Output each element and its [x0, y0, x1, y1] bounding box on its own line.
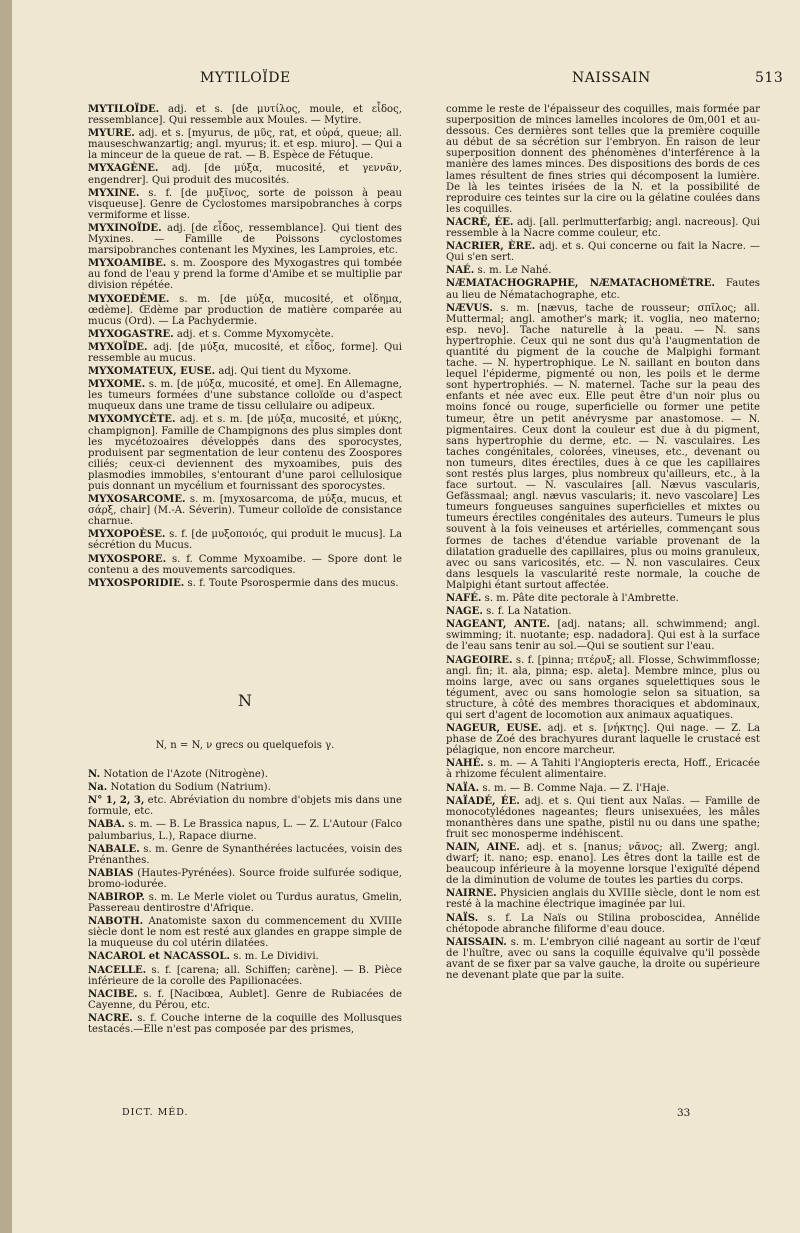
entry-definition: s. m. — A Tahiti l'Angiopteris erecta, Hoff., Ericacée à rhizome féculent alimentaire.	[446, 758, 760, 781]
dictionary-entry	[88, 795, 402, 817]
entry-definition: Fautes au lieu de Nématachographe, etc.	[446, 278, 760, 301]
entry-headword: MYXOME.	[88, 379, 146, 391]
entry-headword: MYXAGÈNE.	[88, 163, 159, 175]
dictionary-entry	[446, 265, 760, 276]
entry-headword: NACRÉ, ÉE.	[446, 216, 514, 228]
entry-headword: MYXOEDÈME.	[88, 293, 170, 305]
entry-definition: adj. [de μύξα, mucosité, et εἶδος, forme]. Qui ressemble au mucus.	[88, 341, 402, 364]
dictionary-entry	[88, 819, 402, 841]
entry-definition: adj. et s. m. [de μύξα, mucosité, et μύκης, champignon]. Famille de Champignons des plus simples dont les mycétozoaires développés dans des sporocystes, produisent par segmentation de leur contenu des Zoospores ciliés; ceux-ci deviennent des myxoamibes, puis des plasmodies immobiles, s'entourant d'une paroi cellulosique puis donnant un mycélium et fournissant des sporocystes.	[88, 414, 402, 492]
entry-headword: MYXINOÏDE.	[88, 222, 162, 234]
entry-headword: NÆMATACHOGRAPHE, NÆMATACHOMÈTRE.	[446, 278, 715, 290]
entry-definition: s. m. Le Nahé.	[474, 265, 552, 277]
dictionary-entry	[446, 619, 760, 652]
dictionary-entry	[88, 258, 402, 291]
dictionary-entry	[88, 163, 402, 185]
entry-headword: NACRE.	[88, 1012, 133, 1024]
dictionary-entry	[88, 868, 402, 890]
dictionary-entry	[88, 342, 402, 364]
dictionary-entry	[88, 554, 402, 576]
entry-headword: N.	[88, 769, 101, 781]
dictionary-entry	[88, 892, 402, 914]
entry-definition: (Hautes-Pyrénées). Source froide sulfurée sodique, bromo-iodurée.	[88, 867, 402, 890]
entry-definition: adj. et s. [myurus, de μῦς, rat, et οὐρά, queue; all. mauseschwanzartig; angl. myurus; it. et esp. miuro]. — Qui a la minceur de la queue de rat. — B. Espèce de Fétuque.	[88, 128, 402, 162]
entry-headword: NABALE.	[88, 843, 140, 855]
entry-headword: MYXOPOÈSE.	[88, 529, 166, 541]
entry-headword: NABOTH.	[88, 916, 144, 928]
left-entries-n	[88, 769, 402, 1035]
dictionary-entry	[88, 294, 402, 327]
entry-definition: adj. et s. [νήκτης]. Qui nage. — Z. La phase de Zoé des brachyures durant laquelle le crustacé est pélagique, non encore marcheur.	[446, 723, 760, 757]
entry-definition: s. m. [de μύξα, mucosité, et οἴδημα, œdème]. Œdème par production de matière comparée au mucus (Ord). — La Pachydermie.	[88, 293, 402, 327]
section-letter: N	[238, 690, 252, 710]
entry-headword: NAIN, AINE.	[446, 842, 520, 853]
entry-headword: NAÏS.	[446, 912, 479, 924]
dictionary-entry	[88, 1013, 402, 1035]
entry-definition: s. f. [carena; all. Schiffen; carène]. — B. Pièce inférieure de la corolle des Papilionacées.	[88, 964, 402, 987]
dictionary-entry	[88, 223, 402, 256]
entry-headword: MYXOSPORIDIE.	[88, 577, 185, 589]
entry-definition: etc. Abréviation du nombre d'objets mis dans une formule, etc.	[88, 795, 402, 818]
dictionary-entry	[88, 188, 402, 221]
entry-definition: s. m. L'embryon cilié nageant au sortir de l'œuf de l'huître, avec ou sans la coquille équivalve qu'il possède avant de se fixer par sa valve gauche, la droite ou supérieure ne devenant plate que par la suite.	[446, 936, 760, 982]
entry-headword: NAFÉ.	[446, 593, 482, 605]
entry-headword: MYXOGASTRE.	[88, 328, 174, 340]
footer-signature: DICT. MÉD.	[122, 1107, 189, 1118]
entry-definition: [adj. natans; all. schwimmend; angl. swimming; it. nuotante; esp. nadadora]. Qui est à la surface de l'eau sans tenir au sol.—Qui se soutient sur l'eau.	[446, 619, 760, 653]
entry-headword: NAGE.	[446, 606, 483, 618]
running-head-left: MYTILOÏDE	[200, 70, 291, 86]
entry-definition: s. m. — B. Comme Naja. — Z. l'Haje.	[479, 782, 670, 794]
entry-headword: MYXOSARCOME.	[88, 494, 186, 506]
entry-headword: NAÉ.	[446, 265, 475, 277]
entry-headword: NABIAS	[88, 867, 134, 879]
entry-definition: s. f. Couche interne de la coquille des Mollusques testacés.—Elle n'est pas composée par des prismes,	[88, 1012, 402, 1035]
entry-headword: Na.	[88, 782, 108, 794]
entry-headword: NACIBE.	[88, 988, 138, 1000]
entry-headword: NÆVUS.	[446, 302, 493, 314]
entry-definition: Notation de l'Azote (Nitrogène).	[100, 769, 268, 781]
dictionary-entry	[88, 916, 402, 949]
dictionary-entry	[446, 888, 760, 910]
left-entries	[88, 104, 402, 589]
entry-headword: MYXOAMIBE.	[88, 258, 167, 270]
entry-definition: adj. et s. Qui tient aux Naïas. — Famille de monocotylédones nageantes; fleurs unisexuées, les mâles monanthères dans une spathe, pistil nu ou dans une spathe; fruit sec monosperme indéhiscent.	[446, 795, 760, 840]
dictionary-entry	[88, 414, 402, 492]
entry-definition: s. f. [de μυξοποιός, qui produit le mucus]. La sécrétion du Mucus.	[88, 529, 402, 552]
entry-headword: NABIROP.	[88, 891, 145, 903]
section-subtitle: N, n = N, ν grecs ou quelquefois γ.	[155, 739, 335, 751]
entry-definition: comme le reste de l'épaisseur des coquilles, mais formée par superposition de minces lamelles incolores de 0m,001 et au-dessous. Ces dernières sont telles que la première coquille au début de sa sécrétion sur l'embryon. En raison de leur superposition donnent des phénomènes d'interférence à la manière des lames minces. Des dispositions des bords de ces lames résultent de fines stries qui décomposent la lumière. De là les teintes irisées de la N. et la possibilité de reproduire ces teintes sur la cire ou la gélatine coulées dans les coquilles.	[446, 104, 760, 215]
entry-headword: MYXOMYCÈTE.	[88, 414, 176, 426]
entry-definition: Notation du Sodium (Natrium).	[107, 782, 271, 794]
entry-definition: s. f. Comme Myxoamibe. — Spore dont le contenu a des mouvements sarcodiques.	[88, 553, 402, 576]
entry-definition: adj. et s. Qui concerne ou fait la Nacre. — Qui s'en sert.	[446, 241, 760, 264]
dictionary-entry	[88, 844, 402, 866]
dictionary-entry	[446, 842, 760, 886]
entry-headword: NAGEANT, ANTE.	[446, 619, 550, 631]
dictionary-entry	[446, 303, 760, 591]
entry-headword: NAHÉ.	[446, 758, 484, 770]
entry-headword: MYXINE.	[88, 187, 140, 199]
entry-headword: NAIRNE.	[446, 888, 497, 900]
entry-definition: Physicien anglais du XVIIIe siècle, dont le nom est resté à la machine électrique imaginée par lui.	[446, 888, 760, 911]
dictionary-entry	[446, 937, 760, 981]
dictionary-entry	[88, 494, 402, 527]
entry-definition: adj. Qui tient du Myxome.	[215, 366, 352, 378]
page-number: 513	[755, 70, 784, 86]
dictionary-entry	[88, 529, 402, 551]
entry-definition: s. m. [nævus, tache de rousseur; σπῖλος; all. Muttermal; angl. amother's mark; it. voglia, neo materno; esp. nevo]. Tache naturelle à la peau. — N. sans hypertrophie. Ceux qui ne sont dus qu'à l'augmentation de quantité du pigment de la couche de Malpighi formant tache. — N. hypertrophique. Le N. saillant en bouton dans lequel l'épiderme, pigmenté ou non, les poils et le derme sont hypertrophiés. — N. maternel. Tache sur la peau des enfants et née avec eux. Elle peut être d'un noir plus ou moins foncé ou rouge, superficielle ou former une petite tumeur, être un petit anévrysme par anastomose. — N. pigmentaires. Ceux dont la couleur est due à du pigment, sans hypertrophie du derme, etc. — N. vasculaires. Les taches congénitales, colorées, vineuses, etc., devenant ou non tumeurs, dites érectiles, dues à ce que les capillaires sont restés plus larges, plus nombreux qu'ailleurs, etc., à la face surtout. — N. vasculaires [all. Nævus vascularis, Gefässmaal; angl. nævus vascularis; it. nevo vascolare] Les tumeurs fongueuses sanguines superficielles et mixtes ou tumeurs érectiles congénitales des auteurs. Tumeurs le plus souvent à la fois veineuses et artérielles, commençant sous formes de taches d'étendue variable provenant de la dilatation graduelle des capillaires, plus ou moins granuleux, avec ou sans varicosités, etc. — N. non vasculaires. Ceux dans lesquels la vascularité reste normale, la couche de Malpighi étant surtout affectée.	[446, 302, 760, 591]
dictionary-entry	[446, 758, 760, 780]
entry-definition: adj. [all. perlmutterfarbig; angl. nacreous]. Qui ressemble à la Nacre comme couleur, etc.	[446, 216, 760, 240]
entry-headword: MYXOMATEUX, EUSE.	[88, 366, 216, 378]
dictionary-entry	[88, 329, 402, 340]
dictionary-entry	[446, 278, 760, 300]
entry-definition: s. m. Genre de Synanthérées lactucées, voisin des Prénanthes.	[88, 843, 402, 866]
entry-definition: adj. et s. [de μυτίλος, moule, et εἶδος, ressemblance]. Qui ressemble aux Moules. — Mytire.	[88, 104, 402, 127]
entry-definition: s. f. [Nacibœa, Aublet]. Genre de Rubiacées de Cayenne, du Pérou, etc.	[88, 988, 402, 1011]
entry-definition: s. f. [de μυξῖνος, sorte de poisson à peau visqueuse]. Genre de Cyclostomes marsipobranches à corps vermiforme et lisse.	[88, 187, 402, 221]
right-column	[446, 104, 760, 981]
dictionary-entry	[88, 965, 402, 987]
entry-headword: NAÏADÉ, ÉE.	[446, 795, 520, 807]
entry-headword: NAISSAIN.	[446, 936, 507, 948]
dictionary-entry	[446, 104, 760, 215]
entry-definition: s. f. La Natation.	[482, 606, 572, 618]
dictionary-entry	[446, 723, 760, 756]
dictionary-entry	[446, 241, 760, 263]
dictionary-entry	[446, 913, 760, 935]
entry-headword: NAGEUR, EUSE.	[446, 723, 542, 735]
dictionary-entry	[88, 989, 402, 1011]
entry-definition: Anatomiste saxon du commencement du XVIIIe siècle dont le nom est resté aux glandes en grappe simple de la muqueuse du col utérin dilatées.	[88, 916, 402, 950]
dictionary-entry	[88, 128, 402, 161]
dictionary-entry	[446, 655, 760, 722]
dictionary-entry	[88, 578, 402, 589]
dictionary-entry	[88, 782, 402, 793]
dictionary-entry	[446, 783, 760, 794]
dictionary-entry	[446, 593, 760, 604]
entry-headword: MYTILOÏDE.	[88, 104, 160, 115]
entry-definition: s. m. Le Merle violet ou Turdus auratus, Gmelin, Passereau dentirostre d'Afrique.	[88, 891, 402, 915]
entry-headword: N° 1, 2, 3,	[88, 795, 145, 807]
dictionary-entry	[88, 769, 402, 780]
entry-definition: adj. et s. [nanus; νᾶνος; all. Zwerg; angl. dwarf; it. nano; esp. enano]. Les êtres dont la taille est de beaucoup inférieure à la moyenne lorsque l'exiguïté dépend de la diminution de volume de toutes les parties du corps.	[446, 842, 761, 887]
entry-definition: s. m. — B. Le Brassica napus, L. — Z. L'Autour (Falco palumbarius, L.), Rapace diurne.	[88, 819, 402, 842]
entry-definition: s. m. Pâte dite pectorale à l'Ambrette.	[481, 593, 679, 605]
entry-definition: s. m. [myxosarcoma, de μύξα, mucus, et σάρξ, chair] (M.-A. Séverin). Tumeur colloïde de consistance charnue.	[88, 494, 402, 528]
entry-definition: s. f. [pinna; πτέρυξ; all. Flosse, Schwimmflosse; angl. fin; it. ala, pinna; esp. aleta]. Membre mince, plus ou moins large, avec ou sans organes squelettiques sous le tégument, avec ou sans homologie selon sa situation, sa structure, à côté des membres thoraciques et abdominaux, qui sert d'agent de locomotion aux animaux aquatiques.	[446, 654, 760, 721]
entry-headword: MYXOSPORE.	[88, 553, 167, 565]
dictionary-entry	[446, 606, 760, 617]
entry-definition: adj. [de εἶδος, ressemblance]. Qui tient des Myxines. — Famille de Poissons cyclostomes marsipobranches contenant les Myxines, les Lamproies, etc.	[88, 222, 402, 257]
entry-definition: adj. [de μύξα, mucosité, et γεννᾶν, engendrer]. Qui produit des mucosités.	[88, 163, 402, 186]
entry-definition: s. m. [de μύξα, mucosité, et ome]. En Allemagne, les tumeurs formées d'une substance colloïde ou d'aspect muqueux dans une trame de tissu cellulaire ou adipeux.	[88, 379, 402, 413]
entry-definition: s. f. Toute Psorospermie dans des mucus.	[184, 577, 399, 589]
entry-definition: s. m. Zoospore des Myxogastres qui tombée au fond de l'eau y prend la forme d'Amibe et se multiplie par division répétée.	[88, 258, 402, 292]
entry-headword: NACAROL et NACASSOL.	[88, 951, 230, 963]
entry-headword: NAGEOIRE.	[446, 654, 513, 666]
dictionary-entry	[88, 366, 402, 377]
entry-definition: s. m. Le Dividivi.	[230, 951, 319, 963]
entry-headword: NACELLE.	[88, 964, 147, 976]
entry-headword: MYXOÏDE.	[88, 341, 148, 353]
entry-definition: s. f. La Naïs ou Stilina proboscidea, Annélide chétopode abranche filiforme d'eau douce.	[446, 912, 760, 935]
dictionary-entry	[88, 379, 402, 412]
footer-sheet-number: 33	[677, 1107, 691, 1119]
dictionary-entry	[88, 104, 402, 126]
page-binding-edge	[0, 0, 12, 1233]
dictionary-entry	[88, 951, 402, 962]
entry-definition: adj. et s. Comme Myxomycète.	[173, 328, 334, 340]
entry-headword: MYURE.	[88, 128, 135, 140]
entry-headword: NACRIER, ÈRE.	[446, 241, 536, 253]
running-head-right: NAISSAIN	[572, 70, 651, 86]
entry-headword: NAÏA.	[446, 782, 480, 794]
left-column	[88, 104, 402, 1035]
dictionary-entry	[446, 796, 760, 840]
dictionary-entry	[446, 217, 760, 239]
entry-headword: NABA.	[88, 819, 125, 831]
right-entries	[446, 104, 760, 981]
